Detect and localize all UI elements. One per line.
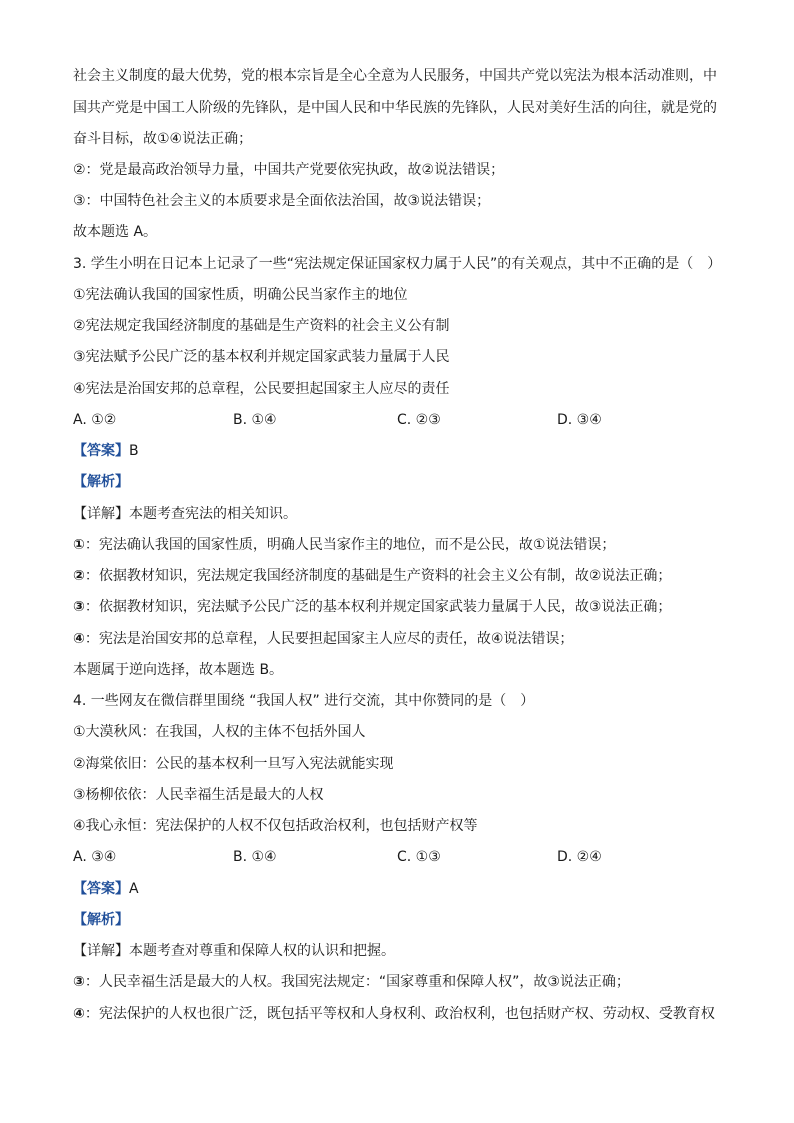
option-b: B. ①④ [233,849,277,865]
explanation-number: ④ [73,1006,85,1022]
analysis-tag: 【解析】 [73,474,129,490]
question-3-stem: 3. 学生小明在日记本上记录了一些“宪法规定保证国家权力属于人民”的有关观点，其中不正确的是（ ） [73,256,722,272]
explanation-number: ④ [73,631,85,647]
detail-text: 本题考查宪法的相关知识。 [129,506,297,522]
explanation-text: ：宪法确认我国的国家性质，明确人民当家作主的地位，而不是公民，故①说法错误； [84,537,616,553]
question-4-item: ②海棠依旧：公民的基本权利一旦写入宪法就能实现 [73,756,394,772]
explanation-number: ③ [73,974,85,990]
explanation-line [73,1004,733,1024]
text-line: ②：党是最高政治领导力量，中国共产党要依宪执政，故②说法错误； [73,162,505,178]
option-d: D. ③④ [557,412,602,428]
explanation-number: ③ [73,599,85,615]
answer-value: A [129,881,139,897]
text-line: 国共产党是中国工人阶级的先锋队，是中国人民和中华民族的先锋队，人民对美好生活的向往，就是党的 [73,100,717,116]
text-line: 社会主义制度的最大优势，党的根本宗旨是全心全意为人民服务，中国共产党以宪法为根本活动准则，中 [73,68,717,84]
answer-tag: 【答案】 [73,881,129,897]
explanation-line [73,629,733,649]
question-3-item: ③宪法赋予公民广泛的基本权利并规定国家武装力量属于人民 [73,349,450,365]
question-4-item: ①大漠秋风：在我国，人权的主体不包括外国人 [73,724,366,740]
explanation-text: ：依据教材知识，宪法赋予公民广泛的基本权利并规定国家武装力量属于人民，故③说法正确； [84,599,672,615]
option-c: C. ①③ [397,849,441,865]
option-d: D. ②④ [557,849,602,865]
explanation-text: ：宪法保护的人权也很广泛，既包括平等权和人身权利、政治权利，也包括财产权、劳动权、受教育权 [84,1006,715,1022]
detail-tag: 【详解】 [73,943,129,959]
detail-line [73,941,733,961]
question-4-item: ③杨柳依依：人民幸福生活是最大的人权 [73,787,324,803]
explanation-number: ② [73,568,85,584]
detail-tag: 【详解】 [73,506,129,522]
detail-text: 本题考查对尊重和保障人权的认识和把握。 [129,943,395,959]
question-3-item: ④宪法是治国安邦的总章程，公民要担起国家主人应尽的责任 [73,381,450,397]
option-b: B. ①④ [233,412,277,428]
answer-line [73,879,733,899]
text-line: 奋斗目标，故①④说法正确； [73,131,253,147]
option-a: A. ③④ [73,849,117,865]
analysis-heading [73,910,733,930]
question-4-stem: 4. 一些网友在微信群里围绕 “我国人权” 进行交流，其中你赞同的是（ ） [73,693,535,709]
answer-value: B [129,443,139,459]
explanation-text: ：依据教材知识，宪法规定我国经济制度的基础是生产资料的社会主义公有制，故②说法正确； [84,568,672,584]
text-line: 故本题选 A。 [73,224,158,240]
explanation-number: ① [73,537,85,553]
conclusion-line: 本题属于逆向选择，故本题选 B。 [73,662,284,678]
explanation-text: ：人民幸福生活是最大的人权。我国宪法规定：“国家尊重和保障人权”，故③说法正确； [84,974,630,990]
question-3-item: ①宪法确认我国的国家性质，明确公民当家作主的地位 [73,287,408,303]
explanation-line [73,597,733,617]
text-line: ③：中国特色社会主义的本质要求是全面依法治国，故③说法错误； [73,193,491,209]
detail-line [73,504,733,524]
answer-tag: 【答案】 [73,443,129,459]
analysis-heading [73,472,733,492]
question-3-options [73,410,733,430]
option-c: C. ②③ [397,412,441,428]
question-3-item: ②宪法规定我国经济制度的基础是生产资料的社会主义公有制 [73,318,450,334]
explanation-line [73,566,733,586]
explanation-line [73,972,733,992]
analysis-tag: 【解析】 [73,912,129,928]
explanation-line [73,535,733,555]
question-4-options [73,847,733,867]
explanation-text: ：宪法是治国安邦的总章程，人民要担起国家主人应尽的责任，故④说法错误； [84,631,574,647]
option-a: A. ①② [73,412,117,428]
question-4-item: ④我心永恒：宪法保护的人权不仅包括政治权利，也包括财产权等 [73,818,478,834]
answer-line [73,441,733,461]
